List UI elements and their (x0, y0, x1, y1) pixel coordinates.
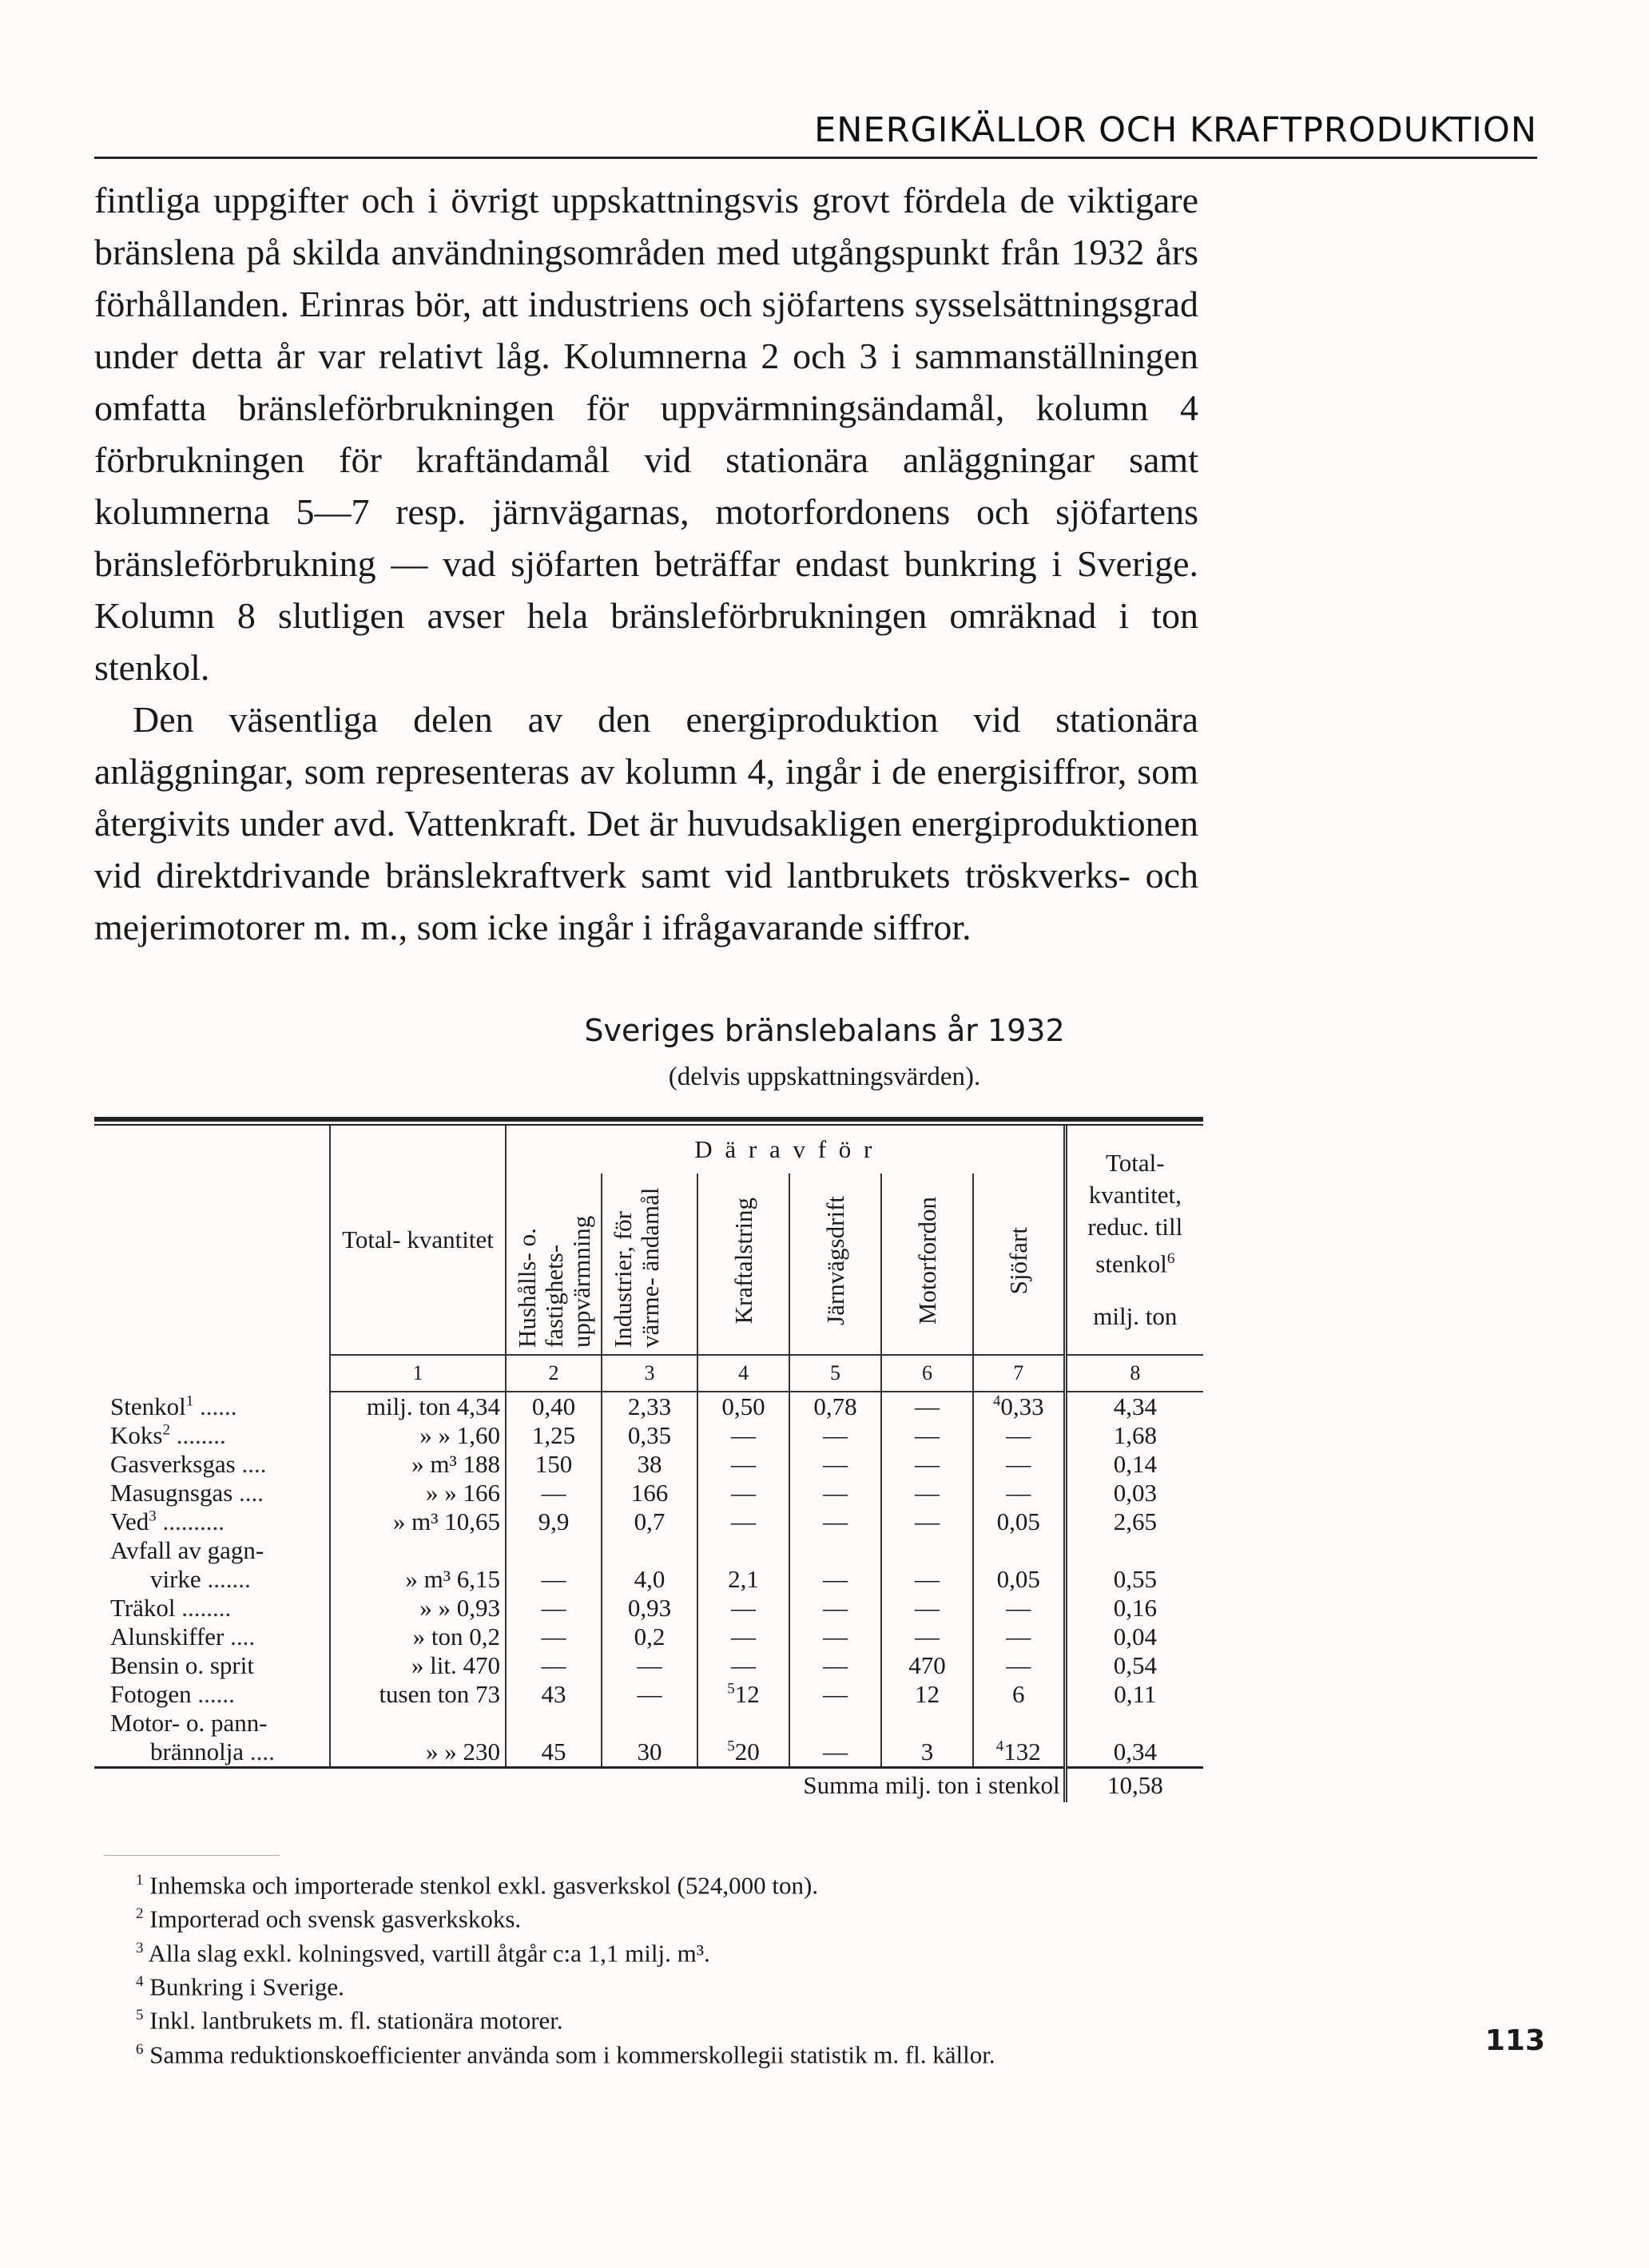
total-value: 10,65 (444, 1507, 500, 1535)
cell-col2: 150 (506, 1450, 602, 1479)
table-cell-blank (881, 1536, 973, 1565)
table-row (94, 1421, 1203, 1450)
cell-col6: — (881, 1507, 973, 1536)
unit-label: milj. ton (366, 1392, 457, 1420)
cell-col6: 470 (881, 1651, 973, 1680)
cell-col4: — (697, 1421, 789, 1450)
cell-col2: — (506, 1651, 602, 1680)
footnote-number: 5 (136, 2007, 144, 2024)
cell-col3: 2,33 (602, 1392, 697, 1421)
cell-col7-sup: 4 (995, 1738, 1004, 1755)
cell-col5: — (789, 1651, 881, 1680)
cell-col6: — (881, 1594, 973, 1623)
footnote (112, 1968, 1206, 2001)
cell-col8: 0,34 (1065, 1738, 1203, 1768)
paragraph: fintliga uppgifter och i övrigt uppskattningsvis grovt fördela de viktigare bränslena på skilda användningsområden med utgångspunkt från 1932 års förhållanden. Erinras bör, att industriens och sjöfartens sysselsättningsgrad under detta år var relativt låg. Kolumnerna 2 och 3 i sammanställningen omfatta bränsleförbrukningen för uppvärmningsändamål, kolumn 4 förbrukningen för kraftändamål vid stationära anläggningar samt kolumnerna 5—7 resp. järnvägarnas, motorfordonens och sjöfartens bränsleförbrukning — vad sjöfarten beträffar endast bunkring i Sverige. Kolumn 8 slutligen avser hela bränsleförbrukningen omräknad i ton stenkol. (94, 180, 1198, 688)
cell-col3: 38 (602, 1450, 697, 1479)
cell-col5: 0,78 (789, 1392, 881, 1421)
row-label: Masugnsgas .... (110, 1479, 264, 1507)
cell-col6: 12 (881, 1680, 973, 1709)
total-value: 4,34 (456, 1392, 500, 1420)
cell-col2: 9,9 (506, 1507, 602, 1536)
footnote (112, 1900, 1206, 1933)
total-quantity (330, 1392, 506, 1421)
header-col8-label: Total- kvantitet, reduc. till stenkol (1087, 1148, 1183, 1278)
total-quantity (330, 1651, 506, 1680)
leader-dots: .... (224, 1623, 256, 1650)
cell-col7: 0,05 (973, 1565, 1065, 1594)
total-value: 188 (463, 1450, 500, 1478)
cell-col5: — (789, 1450, 881, 1479)
row-label: Ved$^3$ .......... (110, 1507, 225, 1535)
header-col2: Hushålls- o. fastighets- uppvärmning (506, 1174, 602, 1355)
row-label: Alunskiffer .... (110, 1623, 256, 1650)
cell-col7: — (973, 1421, 1065, 1450)
table-top-rule (94, 1117, 1203, 1122)
table-row (94, 1738, 1203, 1768)
table-cell-blank (973, 1709, 1065, 1738)
sum-value: 10,58 (1065, 1768, 1203, 1803)
row-label: Gasverksgas .... (110, 1450, 267, 1478)
cell-col2: — (506, 1623, 602, 1651)
cell-col7: — (973, 1623, 1065, 1651)
table-cell-blank (973, 1536, 1065, 1565)
cell-col8: 4,34 (1065, 1392, 1203, 1421)
cell-col5: — (789, 1594, 881, 1623)
row-label-sup: 1 (185, 1392, 194, 1410)
leader-dots: ...... (191, 1680, 235, 1708)
cell-col4: $^5$20 (697, 1738, 789, 1768)
footnote (112, 2001, 1206, 2035)
row-label: Bensin o. sprit (110, 1651, 254, 1679)
table-cell-blank (506, 1536, 602, 1565)
table-row (94, 1450, 1203, 1479)
total-quantity (330, 1507, 506, 1536)
cell-col7-sup: 4 (992, 1392, 1001, 1410)
unit-label: » » (419, 1421, 457, 1449)
total-quantity (330, 1680, 506, 1709)
cell-col8: 1,68 (1065, 1421, 1203, 1450)
unit-label: » m³ (392, 1507, 445, 1535)
cell-col4: — (697, 1450, 789, 1479)
cell-col4: — (697, 1594, 789, 1623)
cell-col2: — (506, 1594, 602, 1623)
footnote-number: 6 (136, 2040, 144, 2058)
cell-col7: $^4$132 (973, 1738, 1065, 1768)
total-quantity (330, 1565, 506, 1594)
footnote (112, 1934, 1206, 1968)
row-label: Träkol ........ (110, 1594, 232, 1622)
header-col8-sup: 6 (1166, 1249, 1175, 1267)
running-head: ENERGIKÄLLOR OCH KRAFTPRODUKTION (814, 110, 1537, 150)
total-quantity (330, 1738, 506, 1768)
row-label: Avfall av gagn- (110, 1536, 264, 1564)
cell-col8: 0,55 (1065, 1565, 1203, 1594)
cell-col5: — (789, 1623, 881, 1651)
column-number: 1 (330, 1355, 506, 1392)
cell-col4: — (697, 1623, 789, 1651)
cell-col3: 166 (602, 1479, 697, 1507)
cell-col4: — (697, 1651, 789, 1680)
table-cell-blank (330, 1536, 506, 1565)
cell-col3: 4,0 (602, 1565, 697, 1594)
unit-label: » lit. (411, 1651, 463, 1679)
unit-label: » » (426, 1479, 463, 1507)
body-text (94, 174, 1198, 953)
balance-table (94, 1126, 1203, 1802)
unit-label: » » (419, 1594, 457, 1622)
header-empty (94, 1126, 330, 1355)
cell-col7: — (973, 1651, 1065, 1680)
footnote (112, 2036, 1206, 2069)
sum-blank (330, 1768, 506, 1803)
cell-col2: 1,25 (506, 1421, 602, 1450)
column-number: 6 (881, 1355, 973, 1392)
total-value: 0,93 (456, 1594, 500, 1622)
leader-dots: .... (235, 1450, 267, 1478)
footnote-number: 1 (136, 1872, 144, 1889)
leader-dots: ........ (169, 1421, 226, 1449)
cell-col4: 0,50 (697, 1392, 789, 1421)
cell-col7: — (973, 1450, 1065, 1479)
unit-label: » m³ (405, 1565, 457, 1593)
total-quantity (330, 1450, 506, 1479)
cell-col6: — (881, 1623, 973, 1651)
table-title: Sveriges bränslebalans år 1932 (584, 1013, 1065, 1048)
leader-dots: .......... (156, 1507, 225, 1535)
cell-col4: 2,1 (697, 1565, 789, 1594)
header-col7: Sjöfart (973, 1174, 1065, 1355)
cell-col6: — (881, 1450, 973, 1479)
cell-col8: 0,04 (1065, 1623, 1203, 1651)
column-number: 5 (789, 1355, 881, 1392)
column-number-blank (94, 1355, 330, 1392)
row-label: brännolja .... (150, 1738, 275, 1766)
cell-col4-sup: 5 (727, 1738, 735, 1755)
table-cell-blank (506, 1709, 602, 1738)
cell-col5: — (789, 1565, 881, 1594)
cell-col5: — (789, 1421, 881, 1450)
table-row (94, 1565, 1203, 1594)
unit-label: » » (426, 1738, 463, 1766)
paragraph: Den väsentliga delen av den energiproduktion vid stationära anläggningar, som representeras av kolumn 4, ingår i de energisiffror, som återgivits under avd. Vattenkraft. Det är huvudsakligen energiproduktionen vid direktdrivande bränslekraftverk samt vid lantbrukets tröskverks- och mejerimotorer m. m., som icke ingår i ifrågavarande siffror. (94, 699, 1198, 947)
cell-col7: — (973, 1479, 1065, 1507)
table-subtitle: (delvis uppskattningsvärden). (668, 1063, 981, 1091)
header-col8-unit: milj. ton (1093, 1302, 1178, 1331)
cell-col2: 43 (506, 1680, 602, 1709)
row-label: Fotogen ...... (110, 1680, 235, 1708)
total-value: 230 (463, 1738, 500, 1766)
leader-dots: ....... (201, 1565, 251, 1593)
sum-blank (94, 1768, 330, 1803)
column-number: 4 (697, 1355, 789, 1392)
cell-col6: 3 (881, 1738, 973, 1768)
column-number: 7 (973, 1355, 1065, 1392)
cell-col8: 0,14 (1065, 1450, 1203, 1479)
column-number: 3 (602, 1355, 697, 1392)
sum-row (94, 1768, 1203, 1803)
column-number-row (94, 1355, 1203, 1392)
footnote-number: 3 (136, 1939, 144, 1956)
footnote-text: Bunkring i Sverige. (143, 1972, 344, 2001)
header-col3: Industrier, för värme- ändamål (602, 1174, 697, 1355)
fuel-balance-table (94, 1117, 1203, 1802)
header-col5: Järnvägsdrift (789, 1174, 881, 1355)
row-label: Koks$^2$ ........ (110, 1421, 226, 1449)
page-number: 113 (1484, 2024, 1545, 2057)
cell-col2: 45 (506, 1738, 602, 1768)
cell-col6: — (881, 1479, 973, 1507)
table-cell-blank (1065, 1536, 1203, 1565)
cell-col7: 0,05 (973, 1507, 1065, 1536)
row-label-sup: 2 (162, 1421, 170, 1439)
table-row (94, 1680, 1203, 1709)
footnote (112, 1866, 1206, 1900)
unit-label: tusen ton (379, 1680, 475, 1708)
cell-col6: — (881, 1421, 973, 1450)
table-row (94, 1536, 1203, 1565)
footnote-text: Inkl. lantbrukets m. fl. stationära motorer. (143, 2006, 563, 2035)
footnote-text: Alla slag exkl. kolningsved, vartill åtgår c:a 1,1 milj. m³. (143, 1938, 710, 1967)
cell-col3: — (602, 1651, 697, 1680)
row-label: Stenkol$^1$ ...... (110, 1392, 237, 1420)
cell-col3: 0,2 (602, 1623, 697, 1651)
cell-col8: 0,11 (1065, 1680, 1203, 1709)
total-value: 470 (463, 1651, 500, 1679)
cell-col3: 0,93 (602, 1594, 697, 1623)
cell-col8: 0,16 (1065, 1594, 1203, 1623)
cell-col4-sup: 5 (727, 1680, 735, 1698)
table-cell-blank (881, 1709, 973, 1738)
table-row (94, 1507, 1203, 1536)
cell-col3: 30 (602, 1738, 697, 1768)
table-row (94, 1594, 1203, 1623)
cell-col8: 2,65 (1065, 1507, 1203, 1536)
cell-col4: — (697, 1479, 789, 1507)
cell-col5: — (789, 1507, 881, 1536)
unit-label: » m³ (411, 1450, 463, 1478)
leader-dots: .... (244, 1738, 275, 1766)
cell-col4: $^5$12 (697, 1680, 789, 1709)
cell-col3: 0,35 (602, 1421, 697, 1450)
table-cell-blank (602, 1709, 697, 1738)
cell-col7: 6 (973, 1680, 1065, 1709)
cell-col2: 0,40 (506, 1392, 602, 1421)
cell-col2: — (506, 1565, 602, 1594)
footnote-text: Inhemska och importerade stenkol exkl. gasverkskol (524,000 ton). (143, 1871, 819, 1900)
header-total: Total- kvantitet (330, 1126, 506, 1355)
table-row (94, 1479, 1203, 1507)
cell-col7: — (973, 1594, 1065, 1623)
total-value: 1,60 (456, 1421, 500, 1449)
total-quantity (330, 1623, 506, 1651)
total-value: 6,15 (456, 1565, 500, 1593)
header-col8 (1065, 1126, 1203, 1355)
cell-col4: — (697, 1507, 789, 1536)
table-cell-blank (697, 1536, 789, 1565)
total-quantity (330, 1594, 506, 1623)
column-number: 2 (506, 1355, 602, 1392)
cell-col8: 0,03 (1065, 1479, 1203, 1507)
cell-col3: 0,7 (602, 1507, 697, 1536)
footnote-number: 2 (136, 1905, 144, 1923)
footnotes (112, 1866, 1206, 2069)
row-label-sup: 3 (149, 1507, 157, 1525)
header-col6: Motorfordon (881, 1174, 973, 1355)
column-number: 8 (1065, 1355, 1203, 1392)
footnote-text: Importerad och svensk gasverkskoks. (143, 1905, 522, 1933)
header-col4: Kraftalstring (697, 1174, 789, 1355)
cell-col3: — (602, 1680, 697, 1709)
table-cell-blank (602, 1536, 697, 1565)
table-row (94, 1392, 1203, 1421)
footnote-text: Samma reduktionskoefficienter använda som i kommerskollegii statistik m. fl. källor. (143, 2040, 995, 2068)
total-value: 0,2 (469, 1623, 500, 1650)
leader-dots: .... (232, 1479, 264, 1507)
table-cell-blank (1065, 1709, 1203, 1738)
leader-dots: ........ (175, 1594, 232, 1622)
cell-col8: 0,54 (1065, 1651, 1203, 1680)
table-row (94, 1623, 1203, 1651)
total-quantity (330, 1479, 506, 1507)
table-row (94, 1709, 1203, 1738)
table-cell-blank (330, 1709, 506, 1738)
header-rule (94, 157, 1537, 159)
footnote-rule (104, 1855, 280, 1856)
leader-dots: ...... (193, 1392, 237, 1420)
table-cell-blank (697, 1709, 789, 1738)
cell-col7: $^4$0,33 (973, 1392, 1065, 1421)
cell-col5: — (789, 1680, 881, 1709)
cell-col6: — (881, 1565, 973, 1594)
footnote-number: 4 (136, 1972, 144, 1990)
cell-col2: — (506, 1479, 602, 1507)
table-cell-blank (789, 1709, 881, 1738)
table-row (94, 1651, 1203, 1680)
unit-label: » ton (412, 1623, 470, 1650)
total-value: 166 (463, 1479, 500, 1507)
sum-label: Summa milj. ton i stenkol (506, 1768, 1065, 1803)
row-label: Motor- o. pann- (110, 1709, 268, 1737)
cell-col5: — (789, 1479, 881, 1507)
cell-col5: — (789, 1738, 881, 1768)
row-label: virke ....... (150, 1565, 251, 1593)
total-quantity (330, 1421, 506, 1450)
header-darav: D ä r a v f ö r (506, 1126, 1065, 1174)
cell-col6: — (881, 1392, 973, 1421)
table-cell-blank (789, 1536, 881, 1565)
total-value: 73 (475, 1680, 500, 1708)
